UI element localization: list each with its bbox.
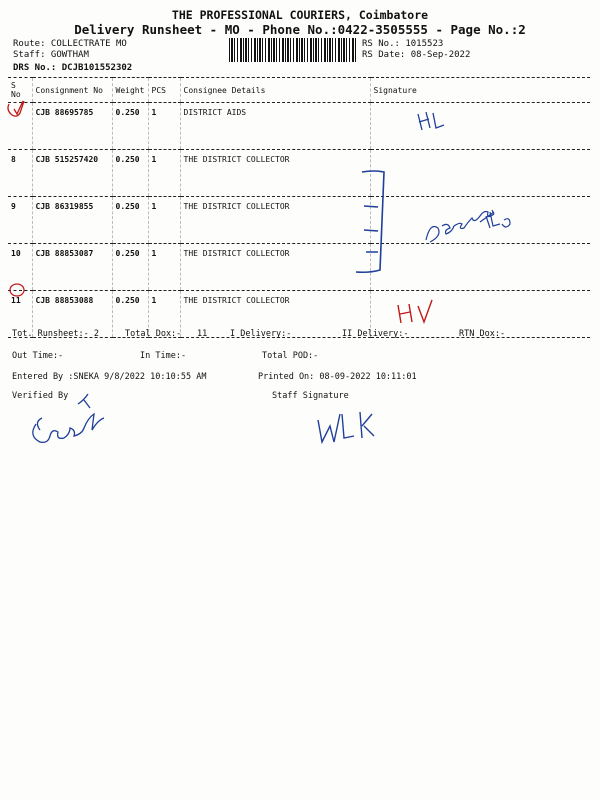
column-header: Signature: [370, 78, 590, 103]
column-header: S No: [8, 78, 32, 103]
red-tick-mark-icon: [8, 101, 24, 116]
drs-number: DRS No.: DCJB101552302: [13, 63, 133, 73]
staff-signature-label: Staff Signature: [272, 391, 349, 401]
verified-by-label: Verified By: [12, 391, 69, 401]
cell-sno: 10: [8, 244, 32, 291]
company-name: THE PROFESSIONAL COURIERS, Coimbatore: [171, 8, 429, 22]
cell-consignment: CJB 88695785: [32, 103, 112, 150]
cell-pcs: 1: [148, 291, 180, 338]
staff-signature-icon: [318, 412, 374, 442]
cell-consignment: CJB 88853088: [32, 291, 112, 338]
cell-pcs: 1: [148, 150, 180, 197]
signature-bracket-icon: [356, 171, 384, 272]
red-circle-mark-icon: [10, 284, 24, 296]
cell-weight: 0.250: [112, 291, 148, 338]
cell-pcs: 1: [148, 197, 180, 244]
cell-consignee: THE DISTRICT COLLECTOR: [180, 150, 370, 197]
rtn-dox: RTN Dox:-: [459, 329, 506, 339]
runsheet-title: Delivery Runsheet - MO - Phone No.:0422-3505555 - Page No.:2: [74, 22, 526, 37]
cell-weight: 0.250: [112, 103, 148, 150]
cell-consignee: THE DISTRICT COLLECTOR: [180, 291, 370, 338]
total-pod: Total POD:-: [262, 351, 319, 361]
rs-number: RS No.: 1015523: [362, 39, 444, 49]
cell-sno: 11: [8, 291, 32, 338]
entered-by: Entered By :SNEKA 9/8/2022 10:10:55 AM: [12, 372, 207, 382]
cell-sno: 8: [8, 150, 32, 197]
cell-weight: 0.250: [112, 197, 148, 244]
column-header: Consignee Details: [180, 78, 370, 103]
in-time: In Time:-: [140, 351, 187, 361]
total-dox-value: 11: [197, 329, 208, 339]
column-header: Consignment No: [32, 78, 112, 103]
route-label: Route: COLLECTRATE MO: [13, 39, 127, 49]
signature-row5-icon: [398, 300, 432, 323]
tot-runsheet: Tot. Runsheet:- 2: [12, 329, 99, 339]
cell-pcs: 1: [148, 103, 180, 150]
signature-row1-icon: [418, 112, 444, 130]
cell-consignment: CJB 88853087: [32, 244, 112, 291]
cell-consignee: DISTRICT AIDS: [180, 103, 370, 150]
cell-consignee: THE DISTRICT COLLECTOR: [180, 244, 370, 291]
i-delivery: I Delivery:-: [230, 329, 292, 339]
cell-pcs: 1: [148, 244, 180, 291]
cell-consignment: CJB 86319855: [32, 197, 112, 244]
cell-weight: 0.250: [112, 150, 148, 197]
column-header: PCS: [148, 78, 180, 103]
verified-signature-icon: [33, 394, 104, 442]
column-header: Weight: [112, 78, 148, 103]
ii-delivery: II Delivery:-: [342, 329, 409, 339]
cell-consignee: THE DISTRICT COLLECTOR: [180, 197, 370, 244]
cell-consignment: CJB 515257420: [32, 150, 112, 197]
printed-on: Printed On: 08-09-2022 10:11:01: [258, 372, 417, 382]
cell-sno: 9: [8, 197, 32, 244]
signature-row3-icon: [426, 210, 494, 242]
out-time: Out Time:-: [12, 351, 64, 361]
cell-weight: 0.250: [112, 244, 148, 291]
staff-label: Staff: GOWTHAM: [13, 50, 89, 60]
total-dox-label: Total Dox:-: [125, 329, 182, 339]
rs-date: RS Date: 08-Sep-2022: [362, 50, 471, 60]
